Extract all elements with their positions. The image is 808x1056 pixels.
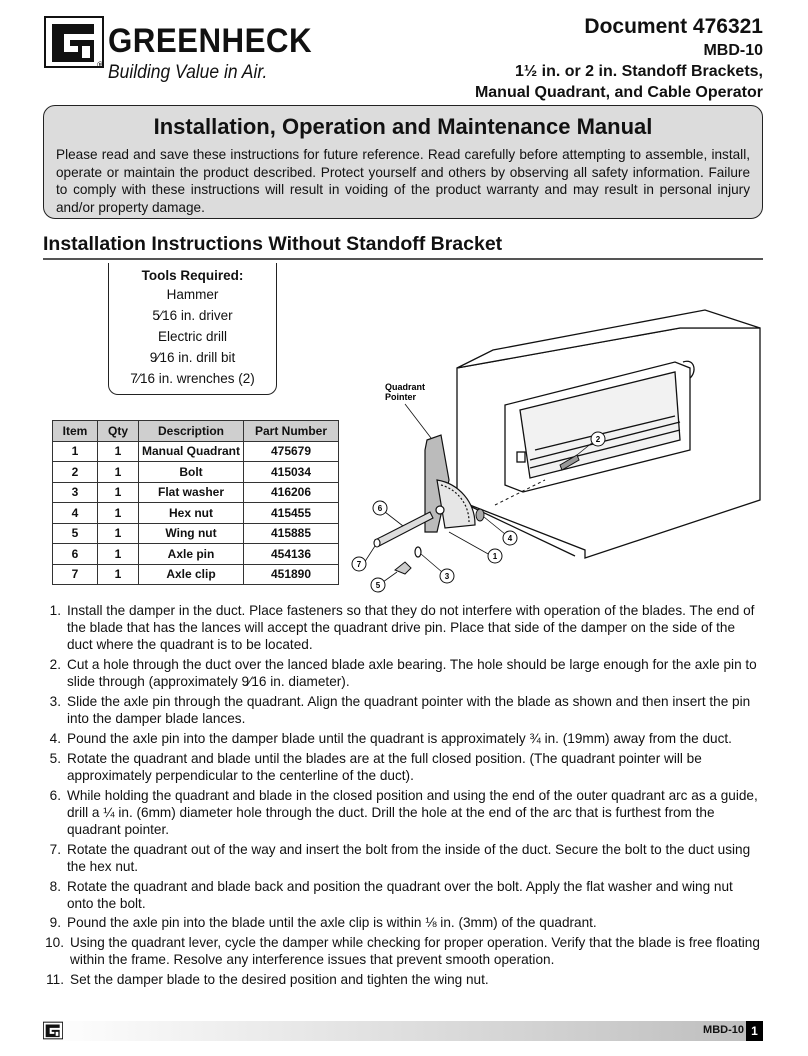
list-item <box>43 602 763 654</box>
cell-item: 3 <box>53 482 98 503</box>
brand-logo <box>44 16 334 86</box>
cell-part-number: 415034 <box>244 462 339 483</box>
cell-description: Hex nut <box>139 503 244 524</box>
tool-item: Electric drill <box>157 329 227 344</box>
cell-item: 4 <box>53 503 98 524</box>
list-item <box>43 730 763 747</box>
step-number: 9. <box>49 915 61 931</box>
callout-7 <box>352 546 375 571</box>
step-text: Set the damper blade to the desired position and tighten the wing nut. <box>70 972 489 988</box>
cell-qty: 1 <box>98 544 139 565</box>
header-qty: Qty <box>98 421 139 442</box>
step-text: Pound the axle pin into the blade until the axle clip is within ⅛ in. (3mm) of the quadrant. <box>67 915 597 931</box>
list-item <box>43 841 763 875</box>
callout-label: 2 <box>595 435 601 444</box>
callout-label: 7 <box>356 560 362 569</box>
brand-name: GREENHECK <box>108 22 313 60</box>
footer-bar <box>43 1021 763 1041</box>
step-text: Using the quadrant lever, cycle the damper while checking for proper operation. Verify that the blade is free floating within the frame. Resolve any interference issues that prevent smooth operation. <box>70 935 760 968</box>
cell-qty: 1 <box>98 441 139 462</box>
brand-tagline: Building Value in Air. <box>108 62 268 83</box>
list-item <box>43 750 763 784</box>
cell-description: Axle clip <box>139 564 244 585</box>
manual-notice-box <box>43 105 763 219</box>
manual-notice-text: Please read and save these instructions for future reference. Read carefully before attempting to assemble, install, operate or maintain the product described. Protect yourself and others by observing all safety information. Failure to comply with these instructions will result in voiding of the product warranty and may result in personal injury and/or property damage. <box>56 147 750 215</box>
cell-item: 2 <box>53 462 98 483</box>
cell-qty: 1 <box>98 503 139 524</box>
greenheck-logo-icon <box>44 16 104 68</box>
callout-5 <box>371 572 397 592</box>
document-number: Document 476321 <box>584 15 763 38</box>
step-number: 7. <box>49 841 61 857</box>
table-row <box>53 503 339 524</box>
registered-mark: ® <box>97 60 104 70</box>
duct-illustration <box>457 310 760 558</box>
callout-label: 1 <box>492 552 498 561</box>
header-part-number: Part Number <box>244 421 339 442</box>
table-row <box>53 462 339 483</box>
step-number: 11. <box>46 972 64 988</box>
list-item <box>43 656 763 690</box>
tools-required-box <box>108 263 277 395</box>
cell-part-number: 454136 <box>244 544 339 565</box>
section-title: Installation Instructions Without Standoff Bracket <box>43 233 503 255</box>
cell-item: 1 <box>53 441 98 462</box>
table-row <box>53 564 339 585</box>
cell-description: Axle pin <box>139 544 244 565</box>
axle-pin <box>374 512 433 547</box>
header-item: Item <box>53 421 98 442</box>
list-item <box>43 878 763 912</box>
cell-description: Flat washer <box>139 482 244 503</box>
step-number: 1. <box>49 603 61 618</box>
installation-steps <box>43 602 763 991</box>
page-number: 1 <box>746 1021 763 1041</box>
table-row <box>53 441 339 462</box>
list-item <box>43 693 763 727</box>
tool-item: 5⁄16 in. driver <box>152 308 233 323</box>
cell-item: 7 <box>53 564 98 585</box>
footer-logo-icon <box>43 1021 63 1040</box>
table-header-row <box>53 421 339 442</box>
document-title-line2: Manual Quadrant, and Cable Operator <box>474 84 763 101</box>
cell-part-number: 475679 <box>244 441 339 462</box>
list-item <box>43 914 763 931</box>
tools-title: Tools Required: <box>141 268 244 283</box>
hex-nut <box>476 509 484 521</box>
step-number: 5. <box>49 750 61 766</box>
callout-label: 6 <box>377 504 383 513</box>
cell-description: Bolt <box>139 462 244 483</box>
step-text: Slide the axle pin through the quadrant. Align the quadrant pointer with the blade as shown and then insert the pin into the damper blade lances. <box>67 694 751 727</box>
cell-qty: 1 <box>98 564 139 585</box>
step-number: 4. <box>49 730 61 746</box>
table-row <box>53 523 339 544</box>
callout-label: 4 <box>507 534 513 543</box>
cell-part-number: 451890 <box>244 564 339 585</box>
cell-part-number: 415885 <box>244 523 339 544</box>
section-divider <box>43 258 763 260</box>
step-text: Install the damper in the duct. Place fasteners so that they do not interfere with operation of the blades. The end of the blade that has the lances will accept the quadrant drive pin. Place that side of the damper on the side of the duct where the quadrant is to be located. <box>67 603 755 653</box>
header-description: Description <box>139 421 244 442</box>
step-text: Pound the axle pin into the damper blade until the quadrant is approximately ¾ in. (19mm) away from the duct. <box>67 730 732 746</box>
document-header <box>475 14 763 103</box>
cell-item: 5 <box>53 523 98 544</box>
quadrant-installation-diagram <box>345 300 765 600</box>
callout-3 <box>421 554 454 583</box>
step-number: 2. <box>49 657 61 673</box>
footer-document-code: MBD-10 <box>703 1024 744 1036</box>
cell-qty: 1 <box>98 462 139 483</box>
list-item <box>43 934 763 968</box>
step-number: 10. <box>45 935 64 951</box>
step-number: 6. <box>49 787 61 803</box>
cell-qty: 1 <box>98 482 139 503</box>
step-text: Cut a hole through the duct over the lanced blade axle bearing. The hole should be large enough for the axle pin to slide through (approximately 9⁄16 in. diameter). <box>67 657 757 690</box>
step-text: Rotate the quadrant out of the way and insert the bolt from the inside of the duct. Secure the bolt to the duct using the hex nut. <box>67 841 751 874</box>
tool-item: 9⁄16 in. drill bit <box>149 350 236 365</box>
pointer-leader <box>405 404 431 438</box>
list-item <box>43 787 763 839</box>
cell-item: 6 <box>53 544 98 565</box>
axle-clip <box>395 562 411 574</box>
callout-6 <box>373 501 403 526</box>
callout-1 <box>449 532 502 563</box>
table-row <box>53 544 339 565</box>
pointer-label-line1: Quadrant <box>385 382 426 392</box>
flat-washer <box>415 547 421 557</box>
document-title-line1: 1½ in. or 2 in. Standoff Brackets, <box>514 63 763 80</box>
cell-part-number: 416206 <box>244 482 339 503</box>
callout-label: 3 <box>444 572 450 581</box>
tool-item: 7⁄16 in. wrenches (2) <box>130 371 255 386</box>
pointer-label-line2: Pointer <box>385 392 417 402</box>
list-item <box>43 971 763 988</box>
callout-label: 5 <box>375 581 381 590</box>
parts-table <box>52 420 339 585</box>
tool-item: Hammer <box>166 287 219 302</box>
cell-description: Wing nut <box>139 523 244 544</box>
step-text: Rotate the quadrant and blade back and position the quadrant over the bolt. Apply the flat washer and wing nut onto the bolt. <box>67 878 733 911</box>
cell-part-number: 415455 <box>244 503 339 524</box>
manual-title: Installation, Operation and Maintenance Manual <box>153 114 653 139</box>
step-number: 8. <box>49 878 61 894</box>
cell-qty: 1 <box>98 523 139 544</box>
step-text: Rotate the quadrant and blade until the blades are at the full closed position. (The quadrant pointer will be approximately perpendicular to the centerline of the duct). <box>67 750 702 783</box>
document-code: MBD-10 <box>703 42 763 59</box>
step-number: 3. <box>49 694 61 710</box>
cell-description: Manual Quadrant <box>139 441 244 462</box>
step-text: While holding the quadrant and blade in the closed position and using the end of the outer quadrant arc as a guide, drill a ¼ in. (6mm) diameter hole through the duct. Drill the hole at the end of the arc that is furthest from the quadrant pointer. <box>67 787 758 837</box>
table-row <box>53 482 339 503</box>
